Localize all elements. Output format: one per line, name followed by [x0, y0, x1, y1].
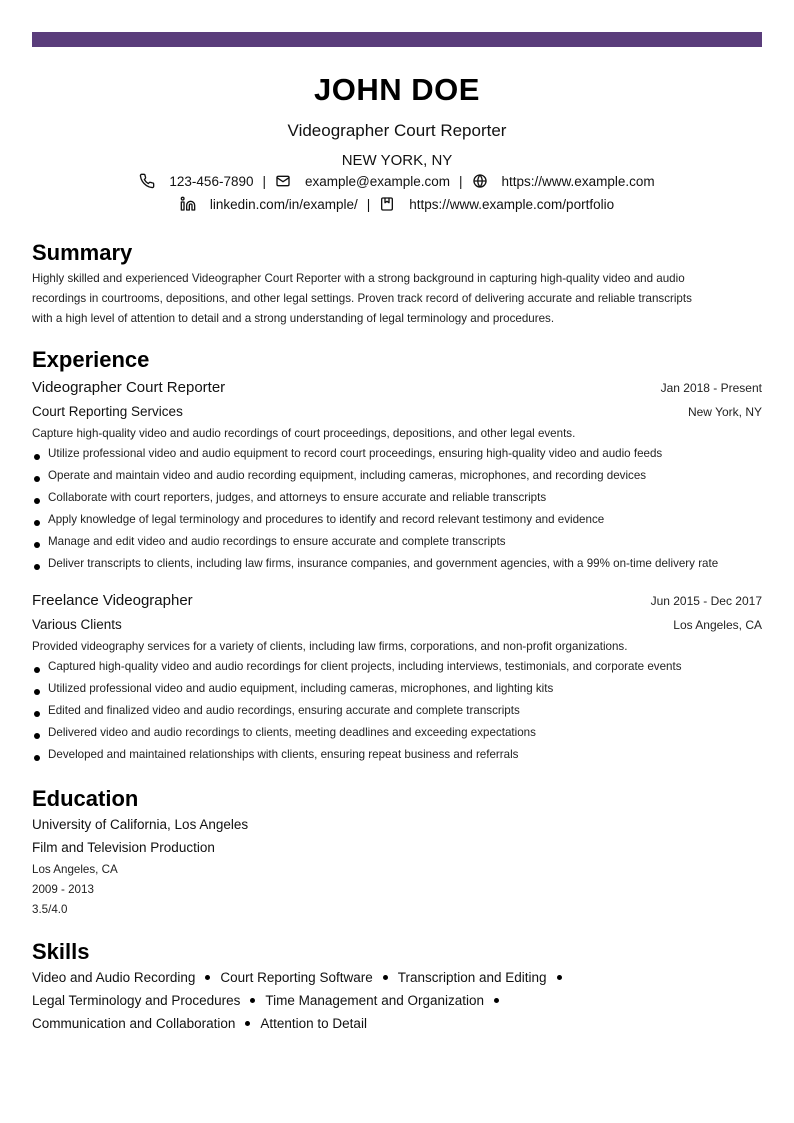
education-degree: Film and Television Production — [32, 840, 215, 855]
skill-item: Video and Audio Recording — [32, 970, 196, 985]
summary-line: with a high level of attention to detail and a strong understanding of legal terminology and procedures. — [32, 312, 555, 325]
linkedin-icon — [180, 196, 196, 212]
summary-text — [32, 269, 762, 329]
skills-line — [32, 1016, 367, 1031]
skill-item: Communication and Collaboration — [32, 1016, 236, 1031]
linkedin-link[interactable]: linkedin.com/in/example/ — [209, 196, 358, 212]
candidate-title: Videographer Court Reporter — [287, 121, 507, 140]
phone-number[interactable]: 123-456-7890 — [169, 173, 254, 189]
education-location: Los Angeles, CA — [32, 863, 118, 876]
summary-heading: Summary — [32, 240, 133, 265]
list-item: Utilize professional video and audio equipment to record court proceedings, ensuring high-quality video and audio feeds — [32, 445, 762, 467]
experience-heading: Experience — [32, 347, 150, 372]
bullet-dot — [250, 998, 255, 1003]
globe-icon — [472, 173, 488, 189]
list-item: Manage and edit video and audio recordings to ensure accurate and complete transcripts — [32, 533, 762, 555]
contact-row-primary — [32, 173, 762, 189]
list-item: Utilized professional video and audio equipment, including cameras, microphones, and lighting kits — [32, 680, 762, 702]
list-item: Developed and maintained relationships with clients, ensuring repeat business and referrals — [32, 746, 762, 768]
job-title: Videographer Court Reporter — [32, 379, 226, 396]
skill-item: Transcription and Editing — [397, 970, 547, 985]
separator: | — [262, 173, 266, 189]
job-location: New York, NY — [687, 405, 762, 419]
job-bullets — [32, 658, 762, 768]
contact-row-secondary — [32, 196, 762, 212]
skill-item: Attention to Detail — [260, 1016, 367, 1031]
list-item: Operate and maintain video and audio recording equipment, including cameras, microphones, and recording devices — [32, 467, 762, 489]
list-item: Deliver transcripts to clients, including law firms, insurance companies, and government agencies, with a 99% on-time delivery rate — [32, 555, 762, 577]
skills-line — [32, 970, 572, 985]
separator: | — [366, 196, 371, 212]
job-title: Freelance Videographer — [32, 592, 193, 609]
phone-icon — [139, 173, 155, 189]
list-item: Collaborate with court reporters, judges, and attorneys to ensure accurate and reliable transcripts — [32, 489, 762, 511]
skill-item: Court Reporting Software — [220, 970, 373, 985]
website-link[interactable]: https://www.example.com — [501, 173, 655, 189]
job-description: Capture high-quality video and audio recordings of court proceedings, depositions, and other legal events. — [32, 427, 576, 440]
mail-icon — [275, 173, 291, 189]
portfolio-link[interactable]: https://www.example.com/portfolio — [409, 196, 615, 212]
list-item: Delivered video and audio recordings to clients, meeting deadlines and exceeding expectations — [32, 724, 762, 746]
job-dates: Jan 2018 - Present — [660, 381, 762, 395]
candidate-name: JOHN DOE — [314, 72, 480, 107]
skill-item: Legal Terminology and Procedures — [32, 993, 241, 1008]
summary-line: Highly skilled and experienced Videographer Court Reporter with a strong background in capturing high-quality video and audio — [32, 272, 685, 285]
list-item: Apply knowledge of legal terminology and procedures to identify and record relevant testimony and evidence — [32, 511, 762, 533]
list-item: Edited and finalized video and audio recordings, ensuring accurate and complete transcripts — [32, 702, 762, 724]
job-location: Los Angeles, CA — [673, 618, 762, 632]
bullet-dot — [205, 975, 210, 980]
email-link[interactable]: example@example.com — [305, 173, 451, 189]
bullet-dot — [557, 975, 562, 980]
bullet-dot — [494, 998, 499, 1003]
job-bullets — [32, 445, 762, 577]
education-heading: Education — [32, 786, 139, 811]
portfolio-icon — [379, 196, 395, 212]
bullet-dot — [383, 975, 388, 980]
education-gpa: 3.5/4.0 — [32, 903, 68, 916]
job-company: Court Reporting Services — [32, 404, 183, 419]
job-dates: Jun 2015 - Dec 2017 — [650, 594, 762, 608]
job-company: Various Clients — [32, 617, 122, 632]
skill-item: Time Management and Organization — [265, 993, 485, 1008]
bullet-dot — [245, 1021, 250, 1026]
education-school: University of California, Los Angeles — [32, 817, 249, 832]
separator: | — [459, 173, 463, 189]
list-item: Captured high-quality video and audio recordings for client projects, including interviews, testimonials, and corporate events — [32, 658, 762, 680]
accent-bar — [32, 32, 762, 47]
summary-line: recordings in courtrooms, depositions, and other legal settings. Proven track record of delivering accurate and reliable transcripts — [32, 292, 692, 305]
education-dates: 2009 - 2013 — [32, 883, 94, 896]
candidate-location: NEW YORK, NY — [341, 152, 453, 169]
job-description: Provided videography services for a variety of clients, including law firms, corporations, and non-profit organizations. — [32, 640, 628, 653]
skills-heading: Skills — [32, 939, 90, 964]
skills-line — [32, 993, 509, 1008]
